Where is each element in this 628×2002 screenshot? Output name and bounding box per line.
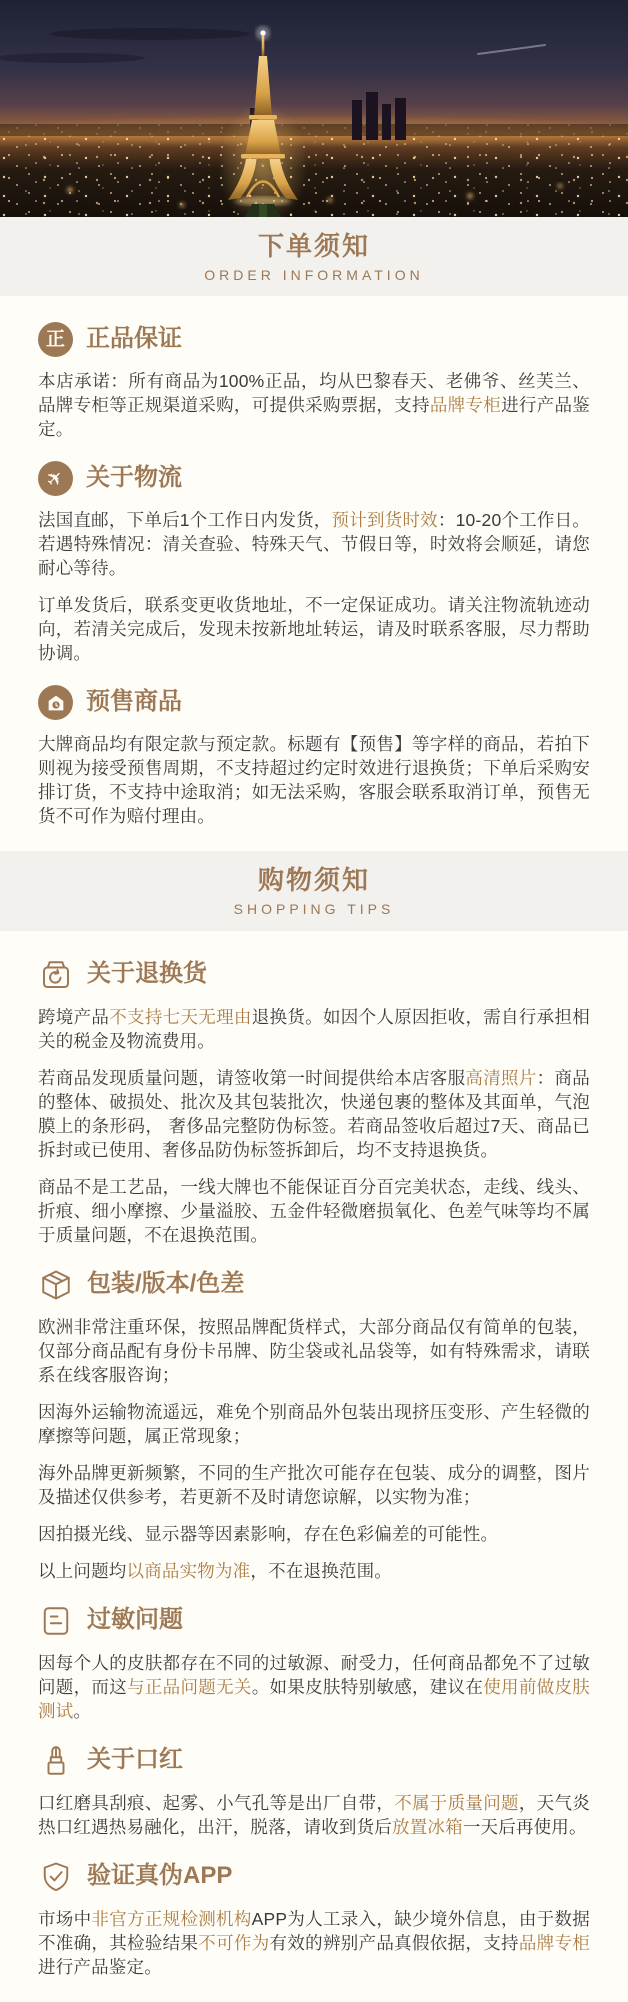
authentic-seal-icon: 正: [38, 322, 73, 357]
shopping-tips-title: 购物须知: [257, 865, 370, 896]
paragraph: 以上问题均以商品实物为准，不在退换范围。: [38, 1560, 393, 1581]
paragraph: 口红磨具刮痕、起雾、小气孔等是出厂自带，不属于质量问题，天气炎热口红遇热易融化，出汗，脱落，请收到货后放置冰箱一天后再使用。: [38, 1792, 590, 1837]
order-info-sections: [0, 296, 628, 851]
section-allergy: [0, 1603, 628, 1723]
order-info-header: [0, 217, 628, 296]
shopping-tips-sections: [0, 931, 628, 2002]
paragraph: 市场中非官方正规检测机构APP为人工录入，缺少境外信息，由于数据不准确，其检验结果不可作为有效的辨别产品真假依据，支持品牌专柜进行产品鉴定。: [38, 1908, 590, 1977]
section-title: 关于退换货: [87, 960, 207, 988]
return-box-icon: [38, 957, 74, 993]
paragraph: 订单发货后，联系变更收货地址，不一定保证成功。请关注物流轨迹动向，若清关完成后，发现未按新地址转运，请及时联系客服，尽力帮助协调。: [38, 595, 590, 664]
note-icon: [38, 1603, 74, 1639]
package-box-icon: [38, 1267, 74, 1303]
paragraph: 海外品牌更新频繁，不同的生产批次可能存在包装、成分的调整，图片及描述仅供参考，若更新不及时请您谅解，以实物为准；: [38, 1462, 590, 1507]
section-authenticity: [0, 322, 628, 441]
section-title: 包装/版本/色差: [87, 1270, 245, 1298]
paragraph: 跨境产品不支持七天无理由退换货。如因个人原因拒收，需自行承担相关的税金及物流费用。: [38, 1006, 590, 1051]
presale-clock-icon: [38, 685, 73, 720]
paragraph: 大牌商品均有限定款与预定款。标题有【预售】等字样的商品，若拍下则视为接受预售周期，不支持超过约定时效进行退换货；下单后采购安排订货，不支持中途取消；如无法采购，客服会联系取消订单，预售无货不可作为赔付理由。: [38, 734, 590, 827]
paragraph: 法国直邮，下单后1个工作日内发货，预计到货时效：10-20个工作日。若遇特殊情况：清关查验、特殊天气、节假日等，时效将会顺延，请您耐心等待。: [38, 510, 590, 579]
order-info-title: 下单须知: [257, 231, 370, 261]
section-returns: [0, 957, 628, 1247]
section-title: 关于物流: [86, 464, 182, 492]
section-verification: [0, 1859, 628, 1979]
section-lipstick: [0, 1743, 628, 1839]
section-packaging: [0, 1267, 628, 1583]
shopping-tips-subtitle: SHOPPING TIPS: [233, 900, 395, 917]
section-title: 正品保证: [86, 325, 182, 353]
paragraph: 若商品发现质量问题，请签收第一时间提供给本店客服高清照片：商品的整体、破损处、批次及其包装批次，快递包裹的整体及其面单，气泡膜上的条形码， 奢侈品完整防伪标签。若商品签收后超过7天、商品已拆封或已使用、奢侈品防伪标签拆卸后，均不支持退换货。: [38, 1067, 590, 1160]
section-title: 验证真伪APP: [87, 1862, 233, 1890]
section-title: 过敏问题: [87, 1606, 183, 1634]
airplane-icon: ✈: [38, 461, 73, 496]
section-title: 预售商品: [86, 688, 182, 716]
paragraph: 欧洲非常注重环保，按照品牌配货样式，大部分商品仅有简单的包装，仅部分商品配有身份卡吊牌、防尘袋或礼品袋等，如有特殊需求，请联系在线客服咨询；: [38, 1316, 590, 1385]
shopping-tips-header: [0, 851, 628, 930]
paragraph: 商品不是工艺品，一线大牌也不能保证百分百完美状态，走线、线头、折痕、细小摩擦、少量溢胶、五金件轻微磨损氧化、色差气味等均不属于质量问题，不在退换范围。: [38, 1176, 590, 1245]
section-logistics: [0, 461, 628, 665]
paragraph: 本店承诺：所有商品为100%正品，均从巴黎春天、老佛爷、丝芙兰、品牌专柜等正规渠道采购，可提供采购票据，支持品牌专柜进行产品鉴定。: [38, 371, 590, 440]
section-title: 关于口红: [87, 1746, 183, 1774]
section-presale: [0, 685, 628, 828]
order-info-subtitle: ORDER INFORMATION: [204, 266, 424, 283]
lipstick-icon: [38, 1743, 74, 1779]
hero-image-paris-night: [0, 0, 628, 217]
paragraph: 因每个人的皮肤都存在不同的过敏源、耐受力，任何商品都免不了过敏问题，而这与正品问题无关。如果皮肤特别敏感，建议在使用前做皮肤测试。: [38, 1652, 590, 1721]
paragraph: 因拍摄光线、显示器等因素影响，存在色彩偏差的可能性。: [38, 1523, 499, 1544]
paragraph: 因海外运输物流遥远，难免个别商品外包装出现挤压变形、产生轻微的摩擦等问题，属正常现象；: [38, 1401, 590, 1446]
shield-check-icon: [38, 1859, 74, 1895]
paris-skyline-graphic: [0, 0, 628, 217]
